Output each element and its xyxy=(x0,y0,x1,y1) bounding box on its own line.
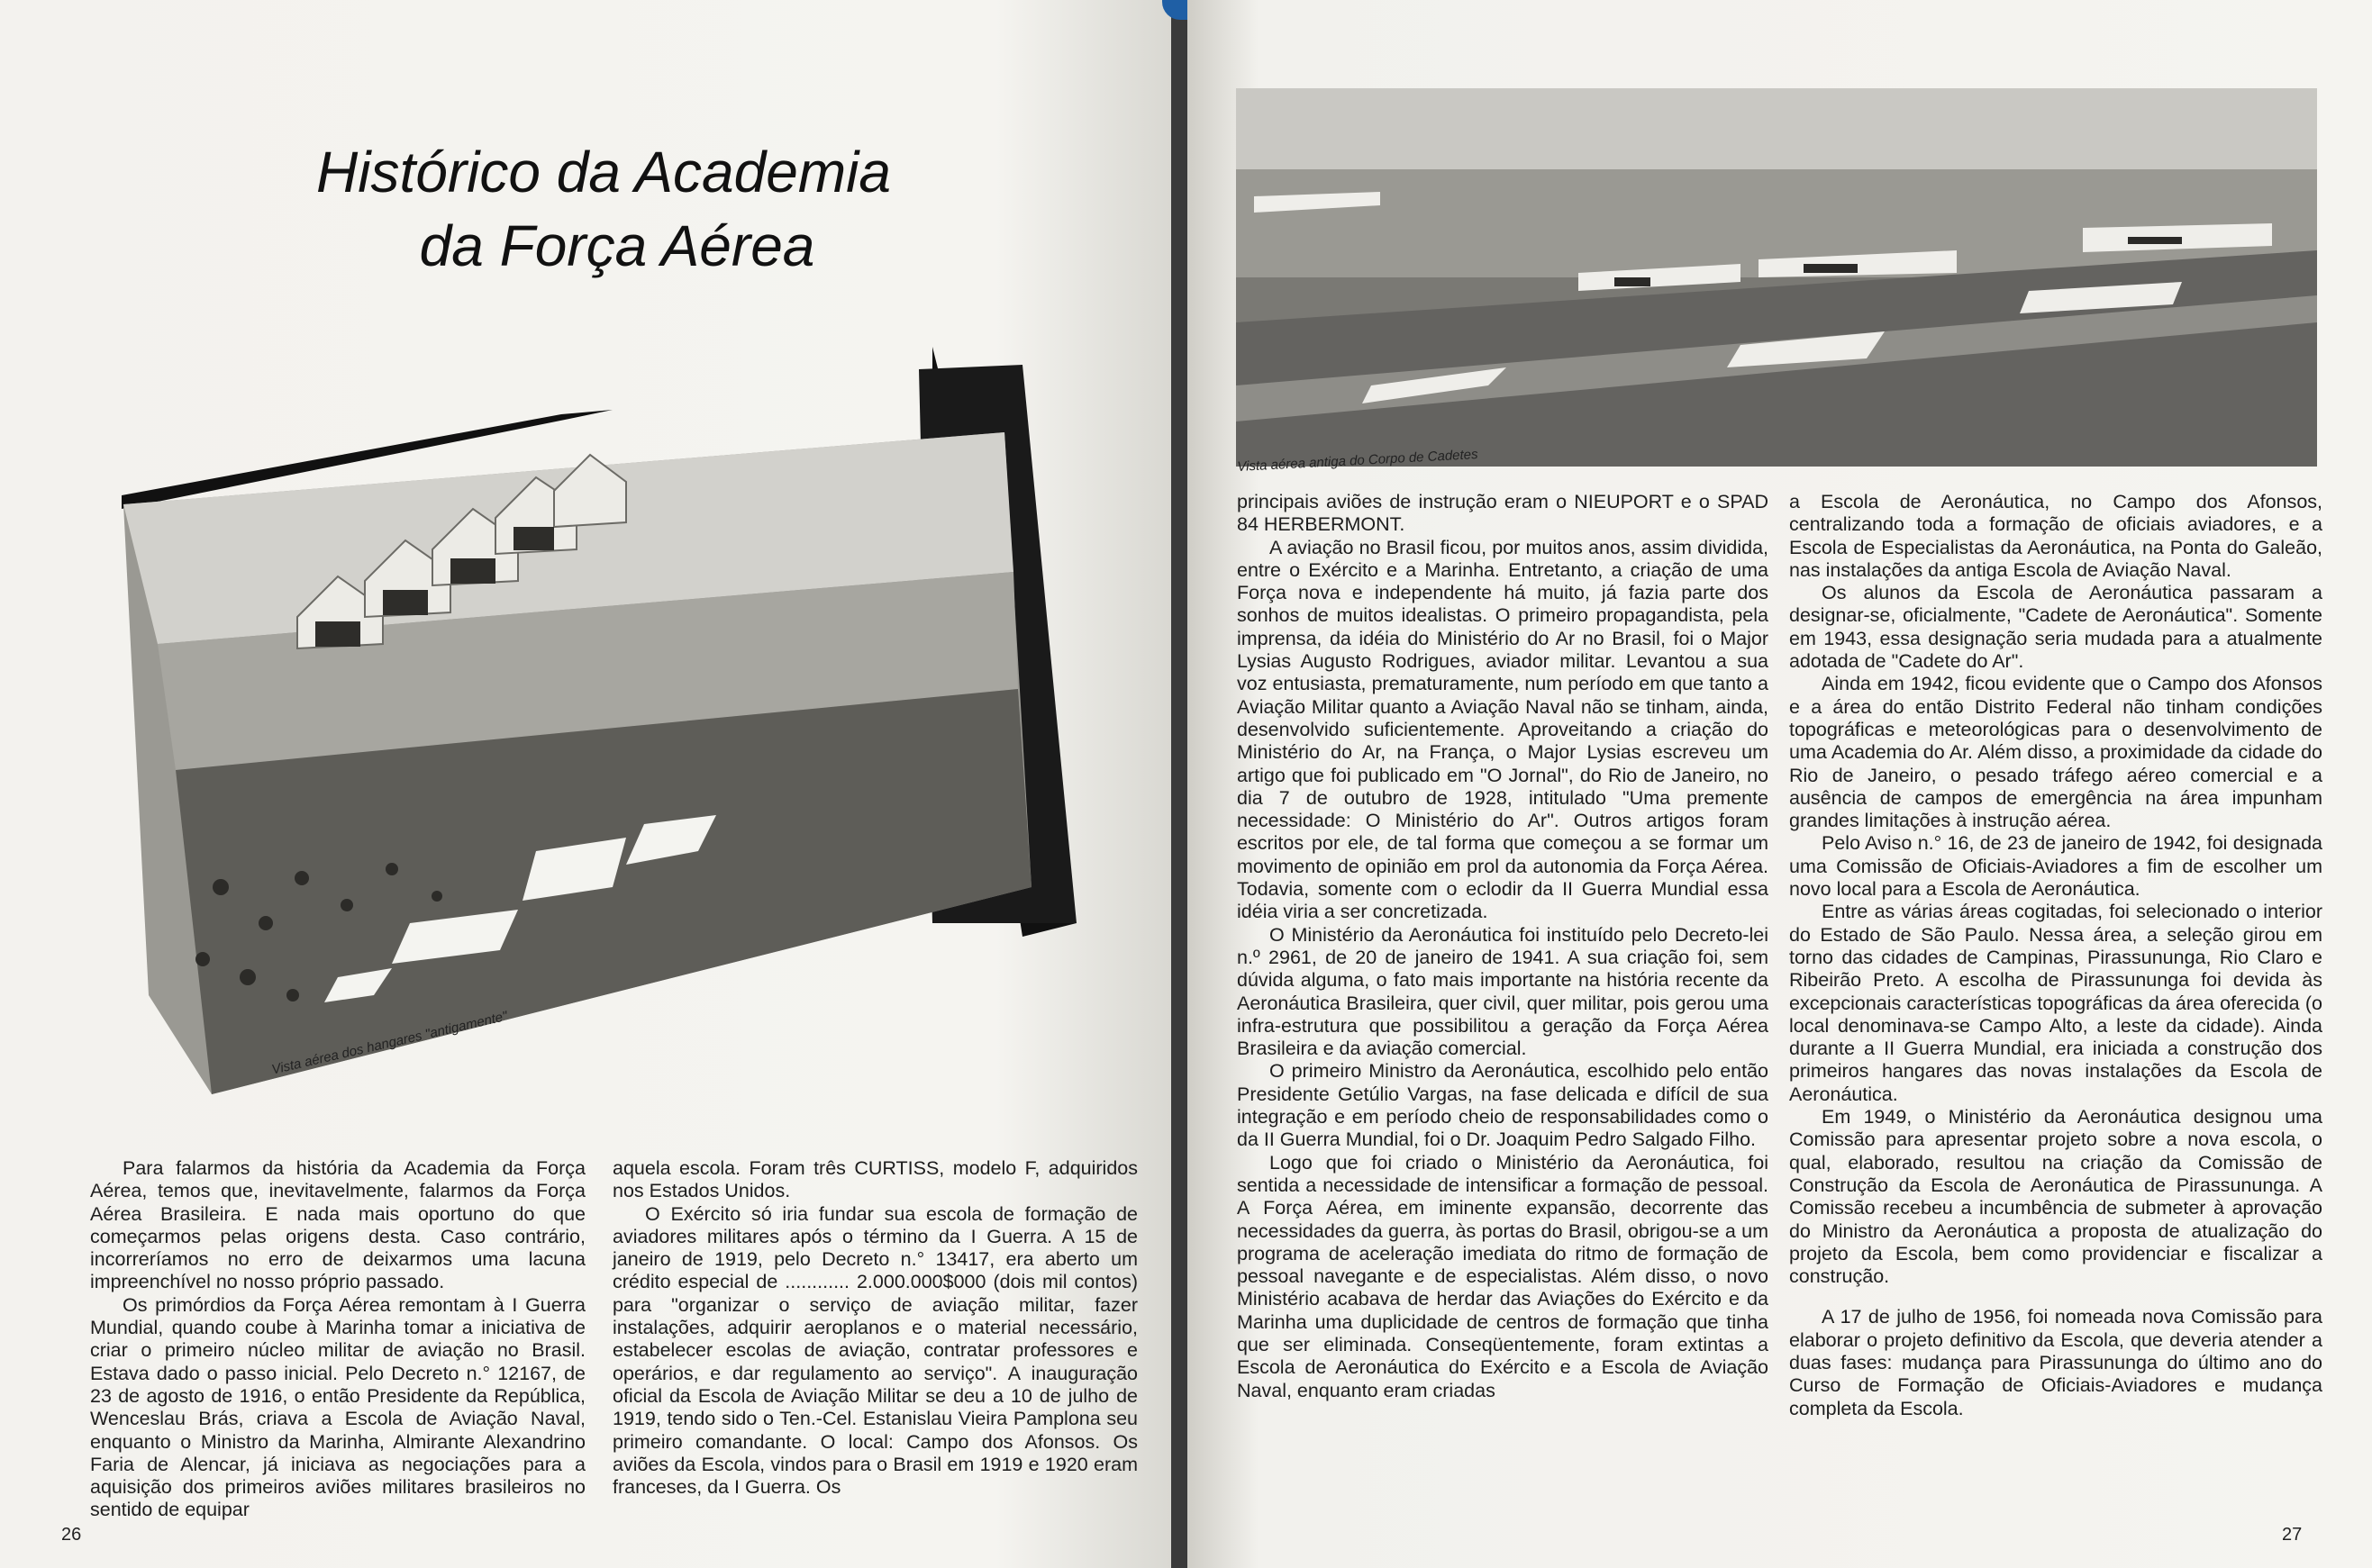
left-column-2 xyxy=(613,1157,1138,1499)
paragraph: Os alunos da Escola de Aeronáutica passaram a designar-se, oficialmente, "Cadete de Aeronáutica". Somente em 1943, essa designação seria mudada para a atualmente adotada de "Cadete do Ar". xyxy=(1789,582,2322,673)
paragraph: O Exército só iria fundar sua escola de formação de aviadores militares após o término da I Guerra. A 15 de janeiro de 1919, pelo Decreto n.° 13417, era aberto um crédito especial de ............ 2.000.000$000 (dois mil contos) para "organizar o serviço de aviação militar, fazer instalações, adquirir aeroplanos e o material necessário, estabelecer escolas de aviação, contratar professores e operários, e dar regulamento ao serviço". A inauguração oficial da Escola de Aviação Militar se deu a 10 de julho de 1919, tendo sido o Ten.-Cel. Estanislau Vieira Pamplona seu primeiro comandante. O local: Campo dos Afonsos. Os aviões da Escola, vindos para o Brasil em 1919 e 1920 eram franceses, da I Guerra. Os xyxy=(613,1202,1138,1499)
paragraph: A aviação no Brasil ficou, por muitos anos, assim dividida, entre o Exército e a Marinha. Entretanto, a criação de uma Força nova e independente há muito, já fazia parte dos sonhos de muitos idealistas. O primeiro propagandista, pela imprensa, da idéia do Ministério do Ar no Brasil, foi o Major Lysias Augusto Rodrigues, aviador militar. Levantou a sua voz entusiasta, prematuramente, num período em que tanto a Aviação Militar quanto a Aviação Naval não se tinham, ainda, desenvolvido suficientemente. Aproveitando a criação do Ministério do Ar, na França, o Major Lysias escreveu um artigo que foi publicado em "O Jornal", do Rio de Janeiro, no dia 7 de outubro de 1928, intitulado "Uma premente necessidade: O Ministério do Ar". Outros artigos foram escritos por ele, de tal forma que começou a se formar um movimento de opinião em prol da autonomia da Força Aérea. Todavia, somente com o eclodir da II Guerra Mundial essa idéia viria a ser concretizada. xyxy=(1237,536,1768,923)
paragraph: Ainda em 1942, ficou evidente que o Campo dos Afonsos e a área do então Distrito Federal não tinham condições topográficas e meteorológicas para o desenvolvimento de uma Academia do Ar. Além disso, a proximidade da cidade do Rio de Janeiro, o pesado tráfego aéreo comercial e a ausência de campos de emergência na área impunham grandes limitações à instrução aérea. xyxy=(1789,673,2322,832)
page-number-left: 26 xyxy=(61,1525,82,1545)
left-column-1 xyxy=(90,1157,586,1522)
paragraph: Em 1949, o Ministério da Aeronáutica designou uma Comissão para apresentar projeto sobre a nova escola, o qual, elaborado, resultou na criação da Comissão de Construção da Escola de Aeronáutica de Pirassununga. A Comissão recebeu a incumbência de submeter à aprovação do Ministro da Aeronáutica a proposta de atualização do projeto da Escola, bem como providenciar e fiscalizar a construção. xyxy=(1789,1106,2322,1288)
paragraph: Os primórdios da Força Aérea remontam à I Guerra Mundial, quando coube à Marinha tomar a iniciativa de criar o primeiro núcleo militar de aviação no Brasil. Estava dado o passo inicial. Pelo Decreto n.° 12167, de 23 de agosto de 1916, o então Presidente da República, Wenceslau Brás, criava a Escola de Aviação Naval, enquanto o Ministro da Marinha, Almirante Alexandrino Faria de Alencar, já iniciava as negociações para a aquisição dos primeiros aviões militares brasileiros no sentido de equipar xyxy=(90,1293,586,1521)
paragraph: Para falarmos da história da Academia da Força Aérea, temos que, inevitavelmente, falarmos da Força Aérea Brasileira. E nada mais oportuno do que começarmos pelas origens desta. Caso contrário, incorreríamos no erro de deixarmos uma lacuna impreenchível no nosso próprio passado. xyxy=(90,1157,586,1293)
hangars-photo-image xyxy=(122,347,1081,1103)
hangars-photo-caption: Vista aérea dos hangares "antigamente" xyxy=(270,1008,510,1078)
paragraph: O Ministério da Aeronáutica foi instituído pelo Decreto-lei n.º 2961, de 20 de janeiro de 1941. A sua criação foi, sem dúvida alguma, o fato mais importante na história recente da Aeronáutica Brasileira, quer civil, quer militar, pois gerou uma infra-estrutura que possibilitou a geração da Força Aérea Brasileira e da aviação comercial. xyxy=(1237,923,1768,1060)
left-page xyxy=(0,0,1171,1568)
paragraph: a Escola de Aeronáutica, no Campo dos Afonsos, centralizando toda a formação de oficiais aviadores, e a Escola de Especialistas da Aeronáutica, na Ponta do Galeão, nas instalações da antiga Escola de Aviação Naval. xyxy=(1789,491,2322,581)
paragraph: A 17 de julho de 1956, foi nomeada nova Comissão para elaborar o projeto definitivo da Escola, que deveria atender a duas fases: mudança para Pirassununga do último ano do Curso de Formação de Oficiais-Aviadores e mudança completa da Escola. xyxy=(1789,1306,2322,1419)
paragraph: aquela escola. Foram três CURTISS, modelo F, adquiridos nos Estados Unidos. xyxy=(613,1157,1138,1202)
right-column-2 xyxy=(1789,491,2322,1420)
paragraph: Logo que foi criado o Ministério da Aeronáutica, foi sentida a necessidade de intensificar a formação de pessoal. A Força Aérea, em iminente expansão, decorrente das necessidades da guerra, às portas do Brasil, obrigou-se a um programa de aceleração imediata do ritmo de formação de pessoal navegante e de especialistas. Além disso, o novo Ministério acabava de herdar das Aviações do Exército e da Marinha uma duplicidade de centros de formação que tinha que ser eliminada. Conseqüentemente, foram extintas a Escola de Aeronáutica do Exército e a Escola de Aviação Naval, enquanto eram criadas xyxy=(1237,1151,1768,1401)
title-line-2: da Força Aérea xyxy=(419,213,815,278)
paragraph: Pelo Aviso n.° 16, de 23 de janeiro de 1942, foi designada uma Comissão de Oficiais-Aviadores a fim de escolher um novo local para a Escola de Aeronáutica. xyxy=(1789,832,2322,901)
paragraph: principais aviões de instrução eram o NIEUPORT e o SPAD 84 HERBERMONT. xyxy=(1237,491,1768,536)
right-page xyxy=(1187,0,2372,1568)
right-column-1 xyxy=(1237,491,1768,1402)
paragraph: Entre as várias áreas cogitadas, foi selecionado o interior do Estado de São Paulo. Nessa área, a seleção girou em torno das cidades de Campinas, Pirassununga, Rio Claro e Ribeirão Preto. A escolha de Pirassununga foi devida às excepcionais características topográficas da área oferecida (o local denominava-se Campo Alto, a leste da cidade). Ainda durante a II Guerra Mundial, era iniciada a construção dos primeiros hangares das novas instalações da Escola de Aeronáutica. xyxy=(1789,901,2322,1105)
page-number-right: 27 xyxy=(2282,1525,2303,1545)
page-title xyxy=(252,135,955,283)
paragraph: O primeiro Ministro da Aeronáutica, escolhido pelo então Presidente Getúlio Vargas, na fase delicada e difícil de sua integração e em período cheio de responsabilidades como o da II Guerra Mundial, foi o Dr. Joaquim Pedro Salgado Filho. xyxy=(1237,1060,1768,1151)
cadets-photo-caption: Vista aérea antiga do Corpo de Cadetes xyxy=(1237,447,1478,475)
cadets-photo-image xyxy=(1236,88,2317,467)
cadets-photo xyxy=(1236,88,2317,467)
hangars-photo xyxy=(122,347,1081,1103)
title-line-1: Histórico da Academia xyxy=(316,140,891,204)
